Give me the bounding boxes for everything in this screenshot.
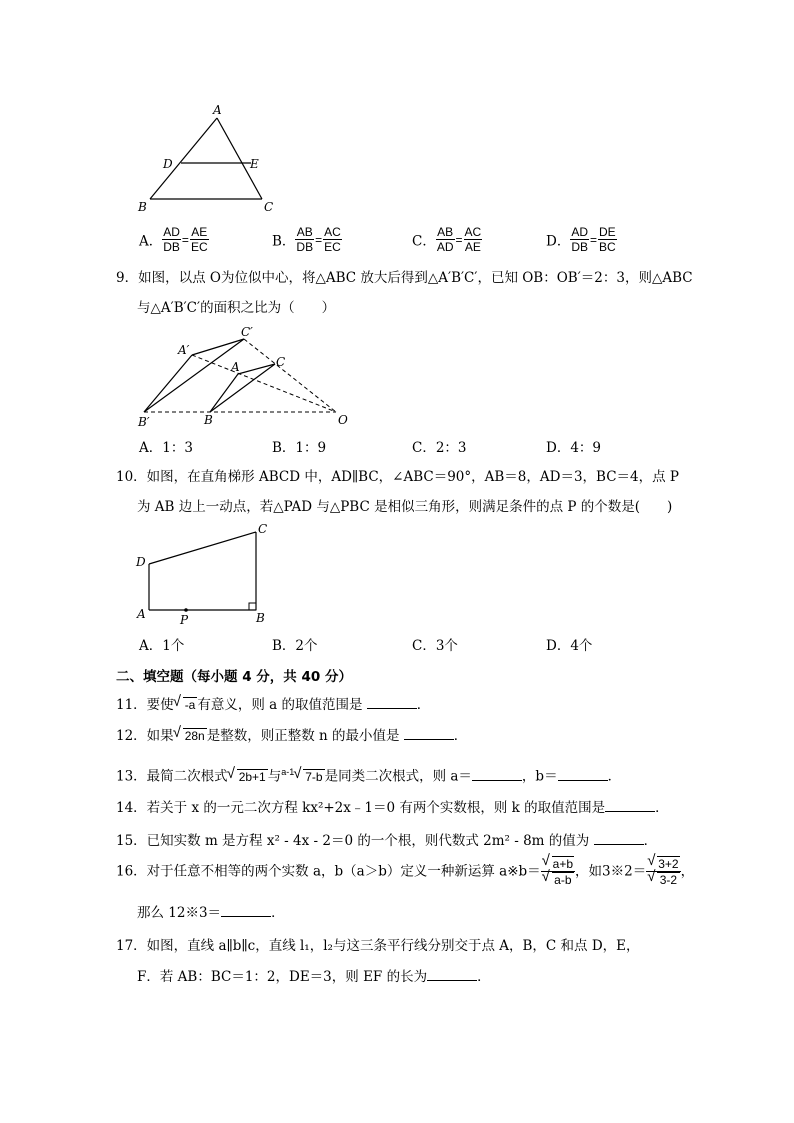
figure-q8-triangle <box>130 100 290 215</box>
q8-option-d-label: D． <box>546 233 571 250</box>
equals-sign: = <box>455 232 463 247</box>
q12-post: 是整数，则正整数 n 的最小值是 <box>206 728 404 744</box>
q17-line2-text: F．若 AB：BC＝1：2，DE＝3，则 EF 的长为 <box>137 969 428 985</box>
q8-c-frac-left: $\frac{AB}{AD}$ <box>436 225 454 254</box>
q13-mid1: 与 <box>267 768 282 785</box>
q10-line2: 为 AB 边上一动点，若△PAD 与△PBC 是相似三角形，则满足条件的点 P 的个数是( ) <box>137 499 673 515</box>
q8-option-b-label: B． <box>272 233 296 250</box>
q15-answer-blank[interactable] <box>594 832 644 845</box>
q15-text: 15．已知实数 m 是方程 x² - 4x - 2＝0 的一个根，则代数式 2m² - 8m 的值为 <box>116 833 594 849</box>
q8-a-frac-right: $\frac{AE}{EC}$ <box>190 225 208 254</box>
fig8-label-e: E <box>250 157 259 171</box>
q13-radical-1: √ 2b+1 <box>237 769 268 784</box>
q8-option-d <box>546 225 617 254</box>
fig10-label-c: C <box>258 522 268 536</box>
q8-d-frac-right: $\frac{DE}{BC}$ <box>599 225 616 254</box>
q13-mid2: 是同类二次根式，则 a＝ <box>324 768 472 785</box>
q16-frac-example: √ 3+2 √ 3-2 <box>646 856 680 887</box>
section-heading-fill-in: 二、填空题（每小题 4 分，共 40 分） <box>116 669 352 685</box>
fig10-label-d: D <box>136 555 146 569</box>
q11-pre: 11．要使 <box>116 697 174 713</box>
q8-c-frac-right: $\frac{AC}{AE}$ <box>464 225 482 254</box>
q11 <box>116 695 430 715</box>
q15 <box>116 831 657 851</box>
q8-option-a <box>139 225 209 254</box>
q13-pre: 13．最简二次根式 <box>116 768 228 785</box>
q12-answer-blank[interactable] <box>404 727 454 740</box>
q10-line1: 10．如图，在直角梯形 ABCD 中，AD∥BC，∠ABC＝90°，AB＝8，AD＝3，BC＝4，点 P <box>116 469 680 485</box>
q11-post: 有意义，则 a 的取值范围是 <box>197 697 367 713</box>
q8-option-a-label: A． <box>139 233 163 250</box>
q8-option-c-label: C． <box>412 233 436 250</box>
q9-option-c: C．2：3 <box>412 440 467 456</box>
fig9-label-b-prime: B′ <box>138 415 150 429</box>
q16-frac-definition: √ a+b √ a-b <box>541 856 575 887</box>
q9-option-a: A．1：3 <box>139 440 193 456</box>
fig8-label-c: C <box>264 200 274 214</box>
q17-answer-blank[interactable] <box>427 968 477 981</box>
q16-end: ， <box>680 863 695 880</box>
fig10-label-b: B <box>256 611 265 625</box>
q17-end: ． <box>477 969 491 985</box>
q11-radical: √ -a <box>183 697 198 712</box>
q16-mid: ，如3※2＝ <box>575 863 647 880</box>
q9-option-d: D．4：9 <box>546 440 602 456</box>
q13 <box>116 762 621 787</box>
equals-sign: = <box>181 232 189 247</box>
fig9-label-c: C <box>276 355 286 369</box>
fig8-label-b: B <box>138 200 147 214</box>
q14-end: ． <box>655 800 669 816</box>
figure-q10-trapezoid <box>130 518 280 628</box>
q10-option-a: A．1个 <box>139 638 185 654</box>
q16-line2 <box>137 903 285 923</box>
q14-text: 14．若关于 x 的一元二次方程 kx²+2x﹣1＝0 有两个实数根，则 k 的取值范围是 <box>116 800 606 816</box>
q9-line2: 与△A′B′C′的面积之比为（ ） <box>137 300 336 316</box>
q13-root-index: a-1 <box>281 767 295 777</box>
q14 <box>116 798 669 818</box>
q8-option-b <box>272 225 342 254</box>
q14-answer-blank[interactable] <box>605 799 655 812</box>
q17-line1: 17．如图，直线 a∥b∥c，直线 l₁，l₂与这三条平行线分别交于点 A，B，C 和点 D，E， <box>116 938 640 954</box>
q11-answer-blank[interactable] <box>367 696 417 709</box>
q16-line1 <box>116 856 694 887</box>
fig9-label-a: A <box>231 360 240 374</box>
fig10-label-p: P <box>180 613 189 627</box>
q13-end: ． <box>607 768 622 785</box>
q8-a-frac-left: $\frac{AD}{DB}$ <box>163 225 180 254</box>
figure-q9-homothety <box>130 322 360 432</box>
fig9-label-o: O <box>338 413 348 427</box>
q10-option-c: C．3个 <box>412 638 458 654</box>
equals-sign: = <box>315 232 323 247</box>
q13-answer-blank-b[interactable] <box>558 768 608 781</box>
q13-answer-blank-a[interactable] <box>472 768 522 781</box>
q12-radical: √ 28n <box>183 728 207 743</box>
q9-option-b: B．1：9 <box>272 440 327 456</box>
q17-line2 <box>137 967 491 987</box>
fig9-label-c-prime: C′ <box>241 325 253 339</box>
fig9-label-b: B <box>204 413 213 427</box>
q8-d-frac-left: $\frac{AD}{DB}$ <box>571 225 588 254</box>
q12-pre: 12．如果 <box>116 728 174 744</box>
q12 <box>116 726 467 746</box>
q16-answer-blank[interactable] <box>221 904 271 917</box>
q16-pre: 16．对于任意不相等的两个实数 a，b（a＞b）定义一种新运算 a※b＝ <box>116 863 541 880</box>
q13-mid3: ，b＝ <box>521 768 558 785</box>
q10-option-d: D．4个 <box>546 638 593 654</box>
fig9-label-a-prime: A′ <box>178 343 190 357</box>
q16-end2: ． <box>271 905 285 921</box>
q12-end: ． <box>453 728 468 744</box>
q13-radical-2: √ 7-b <box>303 769 324 784</box>
q11-end: ． <box>416 697 431 713</box>
fig8-label-d: D <box>163 157 173 171</box>
equals-sign: = <box>590 232 598 247</box>
q8-option-c <box>412 225 482 254</box>
q8-b-frac-left: $\frac{AB}{DB}$ <box>296 225 314 254</box>
fig10-label-a: A <box>137 607 146 621</box>
fig8-label-a: A <box>213 103 222 117</box>
q8-b-frac-right: $\frac{AC}{EC}$ <box>324 225 341 254</box>
q16-line2-text: 那么 12※3＝ <box>137 905 222 921</box>
q15-end: ． <box>643 833 658 849</box>
q9-line1: 9．如图，以点 O为位似中心，将△ABC 放大后得到△A′B′C′，已知 OB：OB′＝2：3，则△ABC <box>116 270 693 286</box>
q10-option-b: B．2个 <box>272 638 318 654</box>
